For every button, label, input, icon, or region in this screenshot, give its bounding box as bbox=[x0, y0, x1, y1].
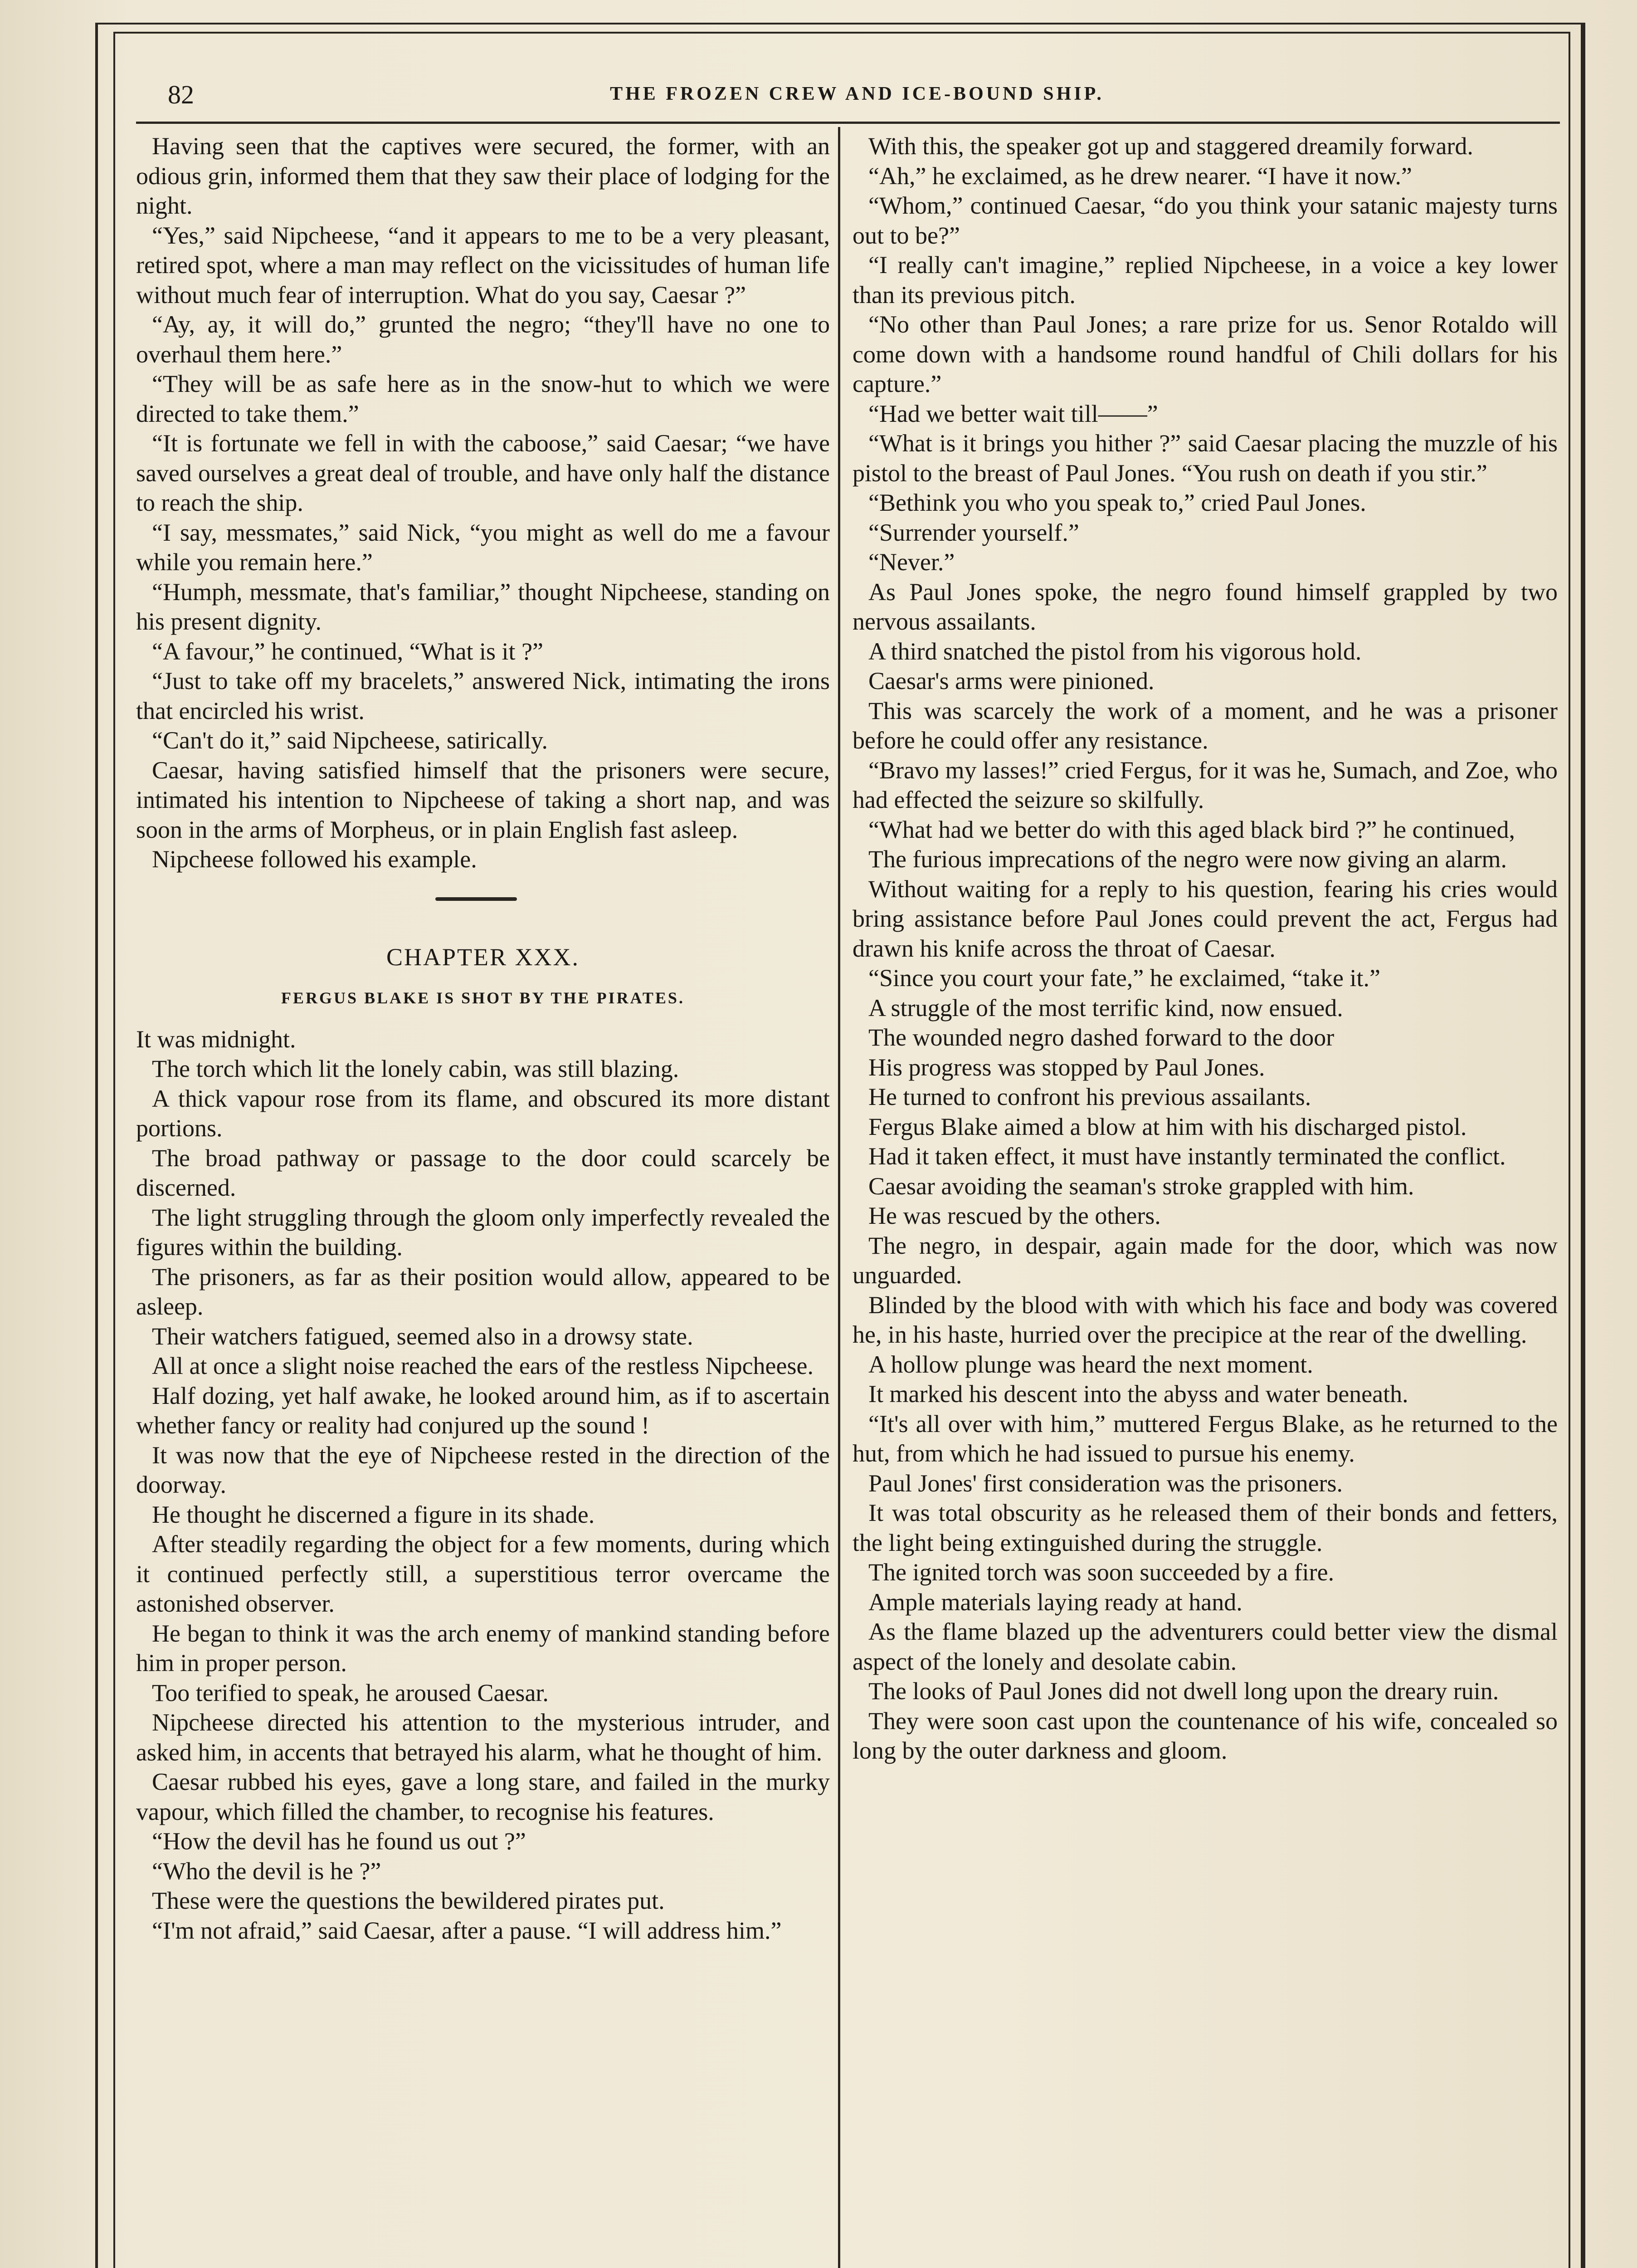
paragraph: After steadily regarding the object for a few moments, during which it continued perfectly still, a superstitious terror overcame the astonished observer. bbox=[136, 1530, 830, 1617]
chapter-title: CHAPTER XXX. bbox=[386, 943, 580, 971]
paragraph: Too terified to speak, he aroused Caesar. bbox=[152, 1679, 549, 1706]
paragraph: It was midnight. bbox=[136, 1025, 296, 1053]
paragraph: Caesar, having satisfied himself that the prisoners were secure, intimated his intention to Nipcheese of taking a short nap, and was soon in the arms of Morpheus, or in plain English fast asleep. bbox=[136, 756, 830, 843]
paragraph: Caesar's arms were pinioned. bbox=[868, 667, 1155, 694]
paragraph: “It is fortunate we fell in with the caboose,” said Caesar; “we have saved ourselves a great deal of trouble, and have only half the distance to reach the ship. bbox=[136, 430, 830, 516]
paragraph: Blinded by the blood with with which his face and body was covered he, in his haste, hurried over the precipice at the rear of the dwelling. bbox=[853, 1291, 1558, 1348]
paragraph: He began to think it was the arch enemy of mankind standing before him in proper person. bbox=[136, 1619, 830, 1677]
paragraph: All at once a slight noise reached the ears of the restless Nipcheese. bbox=[152, 1352, 814, 1379]
paragraph: “I say, messmates,” said Nick, “you might as well do me a favour while you remain here.” bbox=[136, 518, 830, 576]
paragraph: Having seen that the captives were secured, the former, with an odious grin, informed them that they saw their place of lodging for the night. bbox=[136, 132, 830, 219]
paragraph: “I'm not afraid,” said Caesar, after a pause. “I will address him.” bbox=[152, 1916, 782, 1944]
paragraph: “Can't do it,” said Nipcheese, satirically. bbox=[152, 727, 548, 754]
paragraph: “Ah,” he exclaimed, as he drew nearer. “I have it now.” bbox=[868, 162, 1412, 190]
paragraph: It was total obscurity as he released them of their bonds and fetters, the light being extinguished during the struggle. bbox=[853, 1499, 1558, 1556]
right-column bbox=[853, 132, 1558, 1766]
paragraph: This was scarcely the work of a moment, and he was a prisoner before he could offer any resistance. bbox=[853, 697, 1558, 754]
paragraph: “Never.” bbox=[868, 548, 955, 576]
paragraph: His progress was stopped by Paul Jones. bbox=[868, 1053, 1265, 1081]
paragraph: “Just to take off my bracelets,” answered Nick, intimating the irons that encircled his wrist. bbox=[136, 667, 830, 724]
paragraph: “Bravo my lasses!” cried Fergus, for it was he, Sumach, and Zoe, who had effected the seizure so skilfully. bbox=[853, 756, 1558, 813]
paragraph: “They will be as safe here as in the snow-hut to which we were directed to take them.” bbox=[136, 370, 830, 427]
paragraph: As the flame blazed up the adventurers could better view the dismal aspect of the lonely and desolate cabin. bbox=[853, 1618, 1558, 1675]
paragraph: A struggle of the most terrific kind, now ensued. bbox=[868, 994, 1343, 1022]
left-column bbox=[136, 132, 830, 1945]
paragraph: “Ay, ay, it will do,” grunted the negro; “they'll have no one to overhaul them here.” bbox=[136, 311, 830, 368]
paragraph: With this, the speaker got up and staggered dreamily forward. bbox=[868, 132, 1473, 160]
paragraph: The wounded negro dashed forward to the door bbox=[868, 1024, 1335, 1051]
paragraph: The furious imprecations of the negro were now giving an alarm. bbox=[868, 846, 1507, 873]
paragraph: Caesar rubbed his eyes, gave a long stare, and failed in the murky vapour, which filled the chamber, to recognise his features. bbox=[136, 1768, 830, 1825]
paragraph: “Whom,” continued Caesar, “do you think your satanic majesty turns out to be?” bbox=[853, 192, 1558, 249]
paragraph: Their watchers fatigued, seemed also in a drowsy state. bbox=[152, 1322, 693, 1350]
paragraph: “Since you court your fate,” he exclaimed, “take it.” bbox=[868, 964, 1380, 992]
page-header bbox=[163, 79, 1551, 116]
paragraph: Paul Jones' first consideration was the prisoners. bbox=[868, 1469, 1343, 1497]
paragraph: They were soon cast upon the countenance of his wife, concealed so long by the outer darkness and gloom. bbox=[853, 1707, 1558, 1764]
paragraph: A hollow plunge was heard the next moment. bbox=[868, 1350, 1313, 1378]
paragraph: Nipcheese directed his attention to the mysterious intruder, and asked him, in accents that betrayed his alarm, what he thought of him. bbox=[136, 1709, 830, 1766]
paragraph: The light struggling through the gloom only imperfectly revealed the figures within the building. bbox=[136, 1203, 830, 1261]
paragraph: A thick vapour rose from its flame, and obscured its more distant portions. bbox=[136, 1085, 830, 1142]
paragraph: The negro, in despair, again made for the door, which was now unguarded. bbox=[853, 1232, 1558, 1289]
paragraph: “Surrender yourself.” bbox=[868, 518, 1079, 546]
ornament-rule bbox=[435, 897, 517, 901]
paragraph: “What had we better do with this aged black bird ?” he continued, bbox=[868, 816, 1515, 843]
paragraph: The prisoners, as far as their position would allow, appeared to be asleep. bbox=[136, 1263, 830, 1320]
paragraph: Nipcheese followed his example. bbox=[152, 846, 477, 873]
paragraph: The broad pathway or passage to the door could scarcely be discerned. bbox=[136, 1144, 830, 1201]
paragraph: “A favour,” he continued, “What is it ?” bbox=[152, 637, 543, 665]
page-number: 82 bbox=[168, 80, 194, 109]
paragraph: He thought he discerned a figure in its shade. bbox=[152, 1501, 595, 1528]
paragraph: The torch which lit the lonely cabin, was still blazing. bbox=[152, 1055, 679, 1082]
paragraph: A third snatched the pistol from his vigorous hold. bbox=[868, 637, 1362, 665]
paragraph: He was rescued by the others. bbox=[868, 1202, 1161, 1229]
paragraph: “No other than Paul Jones; a rare prize for us. Senor Rotaldo will come down with a handsome round handful of Chili dollars for his capture.” bbox=[853, 311, 1558, 397]
paragraph: As Paul Jones spoke, the negro found himself grappled by two nervous assailants. bbox=[853, 578, 1558, 635]
paragraph: He turned to confront his previous assailants. bbox=[868, 1083, 1311, 1110]
paragraph: Had it taken effect, it must have instantly terminated the conflict. bbox=[868, 1143, 1506, 1170]
paragraph: “What is it brings you hither ?” said Caesar placing the muzzle of his pistol to the breast of Paul Jones. “You rush on death if you stir.” bbox=[853, 430, 1558, 487]
paragraph: Ample materials laying ready at hand. bbox=[868, 1588, 1242, 1616]
paragraph: “Had we better wait till——” bbox=[868, 400, 1158, 427]
paragraph: “How the devil has he found us out ?” bbox=[152, 1828, 526, 1855]
section-ornament bbox=[136, 875, 830, 924]
paragraph: Fergus Blake aimed a blow at him with his discharged pistol. bbox=[868, 1113, 1467, 1140]
paragraph: The ignited torch was soon succeeded by a fire. bbox=[868, 1559, 1335, 1586]
paragraph: The looks of Paul Jones did not dwell long upon the dreary ruin. bbox=[868, 1677, 1499, 1705]
paragraph: Caesar avoiding the seaman's stroke grappled with him. bbox=[868, 1172, 1414, 1200]
paragraph: “Humph, messmate, that's familiar,” thought Nipcheese, standing on his present dignity. bbox=[136, 578, 830, 635]
paragraph: Without waiting for a reply to his question, fearing his cries would bring assistance before Paul Jones could prevent the act, Fergus had drawn his knife across the throat of Caesar. bbox=[853, 875, 1558, 962]
paragraph: “Yes,” said Nipcheese, “and it appears to me to be a very pleasant, retired spot, where a man may reflect on the vicissitudes of human life without much fear of interruption. What do you say, Caesar ?” bbox=[136, 221, 830, 308]
paragraph: These were the questions the bewildered pirates put. bbox=[152, 1887, 665, 1914]
chapter-subtitle: FERGUS BLAKE IS SHOT BY THE PIRATES. bbox=[281, 989, 685, 1007]
column-divider bbox=[838, 127, 840, 2268]
paragraph: “I really can't imagine,” replied Nipcheese, in a voice a key lower than its previous pitch. bbox=[853, 251, 1558, 308]
running-title: THE FROZEN CREW AND ICE-BOUND SHIP. bbox=[610, 83, 1104, 104]
paragraph: “Who the devil is he ?” bbox=[152, 1857, 381, 1885]
paragraph: “Bethink you who you speak to,” cried Paul Jones. bbox=[868, 489, 1366, 516]
paragraph: It was now that the eye of Nipcheese rested in the direction of the doorway. bbox=[136, 1441, 830, 1498]
paragraph: It marked his descent into the abyss and water beneath. bbox=[868, 1380, 1408, 1408]
header-rule bbox=[136, 122, 1560, 124]
paragraph: Half dozing, yet half awake, he looked around him, as if to ascertain whether fancy or reality had conjured up the sound ! bbox=[136, 1382, 830, 1439]
paragraph: “It's all over with him,” muttered Fergus Blake, as he returned to the hut, from which he had issued to pursue his enemy. bbox=[853, 1410, 1558, 1467]
